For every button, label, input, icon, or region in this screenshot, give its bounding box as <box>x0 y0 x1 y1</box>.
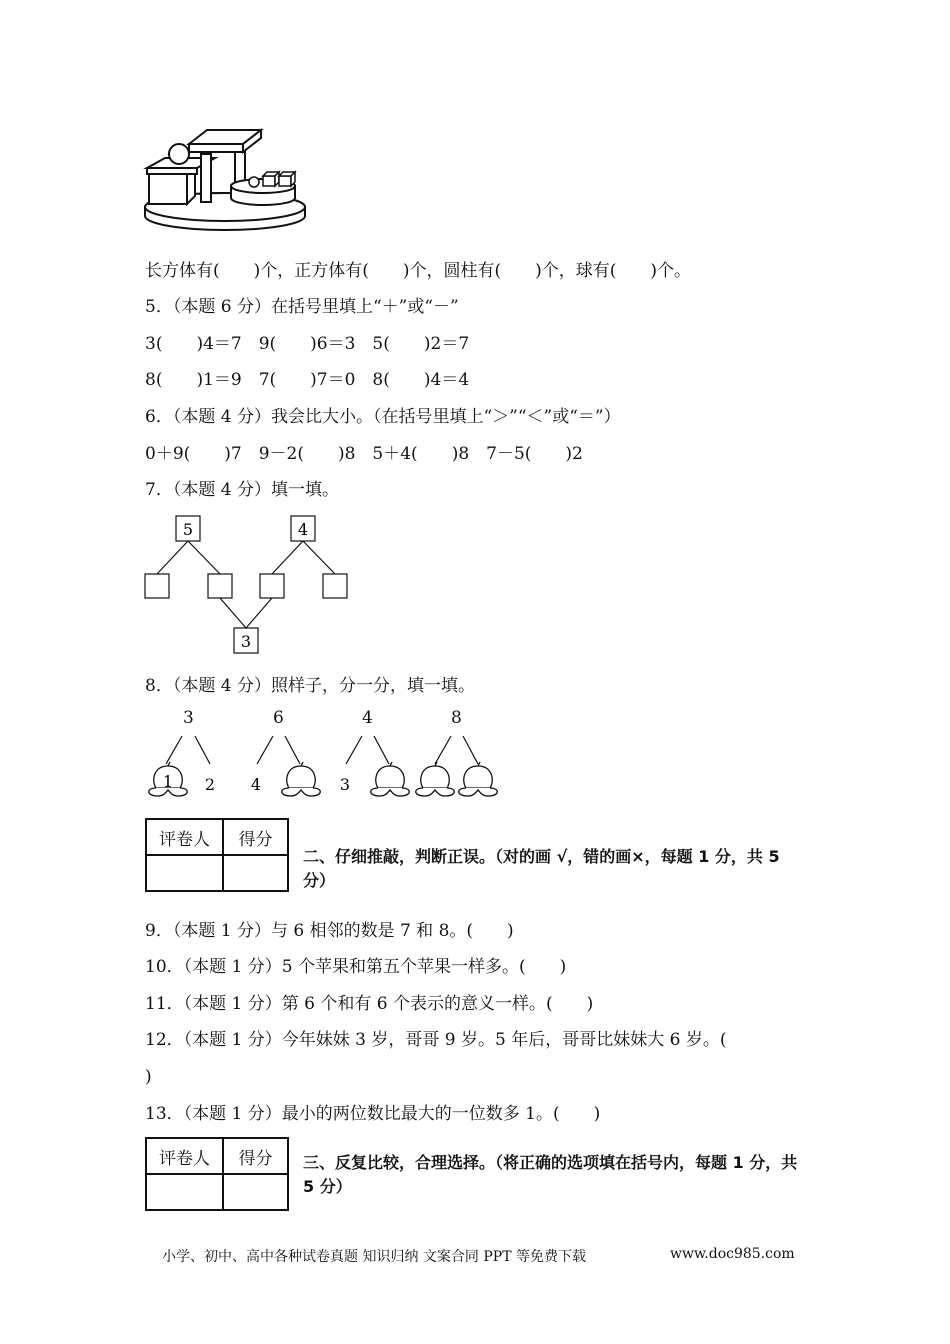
number-bond-diagram <box>143 514 353 659</box>
split-left-number: 4 <box>250 775 262 794</box>
split-top-number: 8 <box>451 708 462 728</box>
section-3-header: 三、反复比较，合理选择。（将正确的选项填在括号内，每题 1 分，共 5 分） <box>303 1153 798 1196</box>
grader-label: 评卷人 <box>146 819 223 855</box>
split-top-number: 6 <box>273 708 284 728</box>
score-cell <box>223 855 288 891</box>
split-left-number: 1 <box>162 772 174 791</box>
q8-title: 8．（本题 4 分）照样子，分一分，填一填。 <box>145 676 475 696</box>
score-label: 得分 <box>223 819 288 855</box>
bond-answer-box[interactable] <box>260 574 284 598</box>
q12-continued: ) <box>145 1067 152 1087</box>
split-diagram <box>140 730 510 805</box>
peach-icon <box>282 762 321 796</box>
split-top-number: 4 <box>362 708 373 728</box>
q12: 12．（本题 1 分）今年妹妹 3 岁，哥哥 9 岁。5 年后，哥哥比妹妹大 6 岁。( <box>145 1030 727 1050</box>
bond-top-left-value: 5 <box>182 520 194 539</box>
bond-answer-box[interactable] <box>208 574 232 598</box>
section-2-header: 二、仔细推敲，判断正误。（对的画 √，错的画×，每题 1 分，共 5 分） <box>303 847 780 890</box>
grader-cell <box>146 1174 223 1210</box>
q5-title: 5．（本题 6 分）在括号里填上“＋”或“－” <box>145 297 459 317</box>
footer-url[interactable]: www.doc985.com <box>670 1246 795 1262</box>
bond-answer-box[interactable] <box>323 574 347 598</box>
q5-row-2: 8( )1＝9 7( )7＝0 8( )4＝4 <box>145 370 470 390</box>
peach-icon <box>459 762 498 796</box>
split-right-number: 2 <box>204 775 216 794</box>
q6-title: 6．（本题 4 分）我会比大小。（在括号里填上“＞”“＜”或“＝”） <box>145 407 621 427</box>
grader-table <box>145 1137 289 1211</box>
q6-row: 0＋9( )7 9－2( )8 5＋4( )8 7－5( )2 <box>145 444 583 464</box>
bond-top-right-value: 4 <box>297 520 309 539</box>
q10: 10．（本题 1 分）5 个苹果和第五个苹果一样多。( ) <box>145 957 567 977</box>
solid-shapes-figure <box>143 124 313 234</box>
footer-text: 小学、初中、高中各种试卷真题 知识归纳 文案合同 PPT 等免费下载 <box>162 1249 586 1265</box>
q7-title: 7．（本题 4 分）填一填。 <box>145 480 339 500</box>
peach-icon <box>416 762 455 796</box>
q11: 11．（本题 1 分）第 6 个和有 6 个表示的意义一样。( ) <box>145 994 594 1014</box>
grader-table <box>145 818 289 892</box>
bond-bottom-value: 3 <box>240 632 252 651</box>
grader-label: 评卷人 <box>146 1138 223 1174</box>
score-label: 得分 <box>223 1138 288 1174</box>
peach-icon <box>371 762 410 796</box>
q4-question: 长方体有( )个，正方体有( )个，圆柱有( )个，球有( )个。 <box>145 261 692 281</box>
q5-row-1: 3( )4＝7 9( )6＝3 5( )2＝7 <box>145 334 470 354</box>
q9: 9．（本题 1 分）与 6 相邻的数是 7 和 8。( ) <box>145 921 514 941</box>
grader-cell <box>146 855 223 891</box>
split-top-number: 3 <box>183 708 194 728</box>
bond-answer-box[interactable] <box>145 574 169 598</box>
split-left-number: 3 <box>339 775 351 794</box>
q13: 13．（本题 1 分）最小的两位数比最大的一位数多 1。( ) <box>145 1104 601 1124</box>
score-cell <box>223 1174 288 1210</box>
